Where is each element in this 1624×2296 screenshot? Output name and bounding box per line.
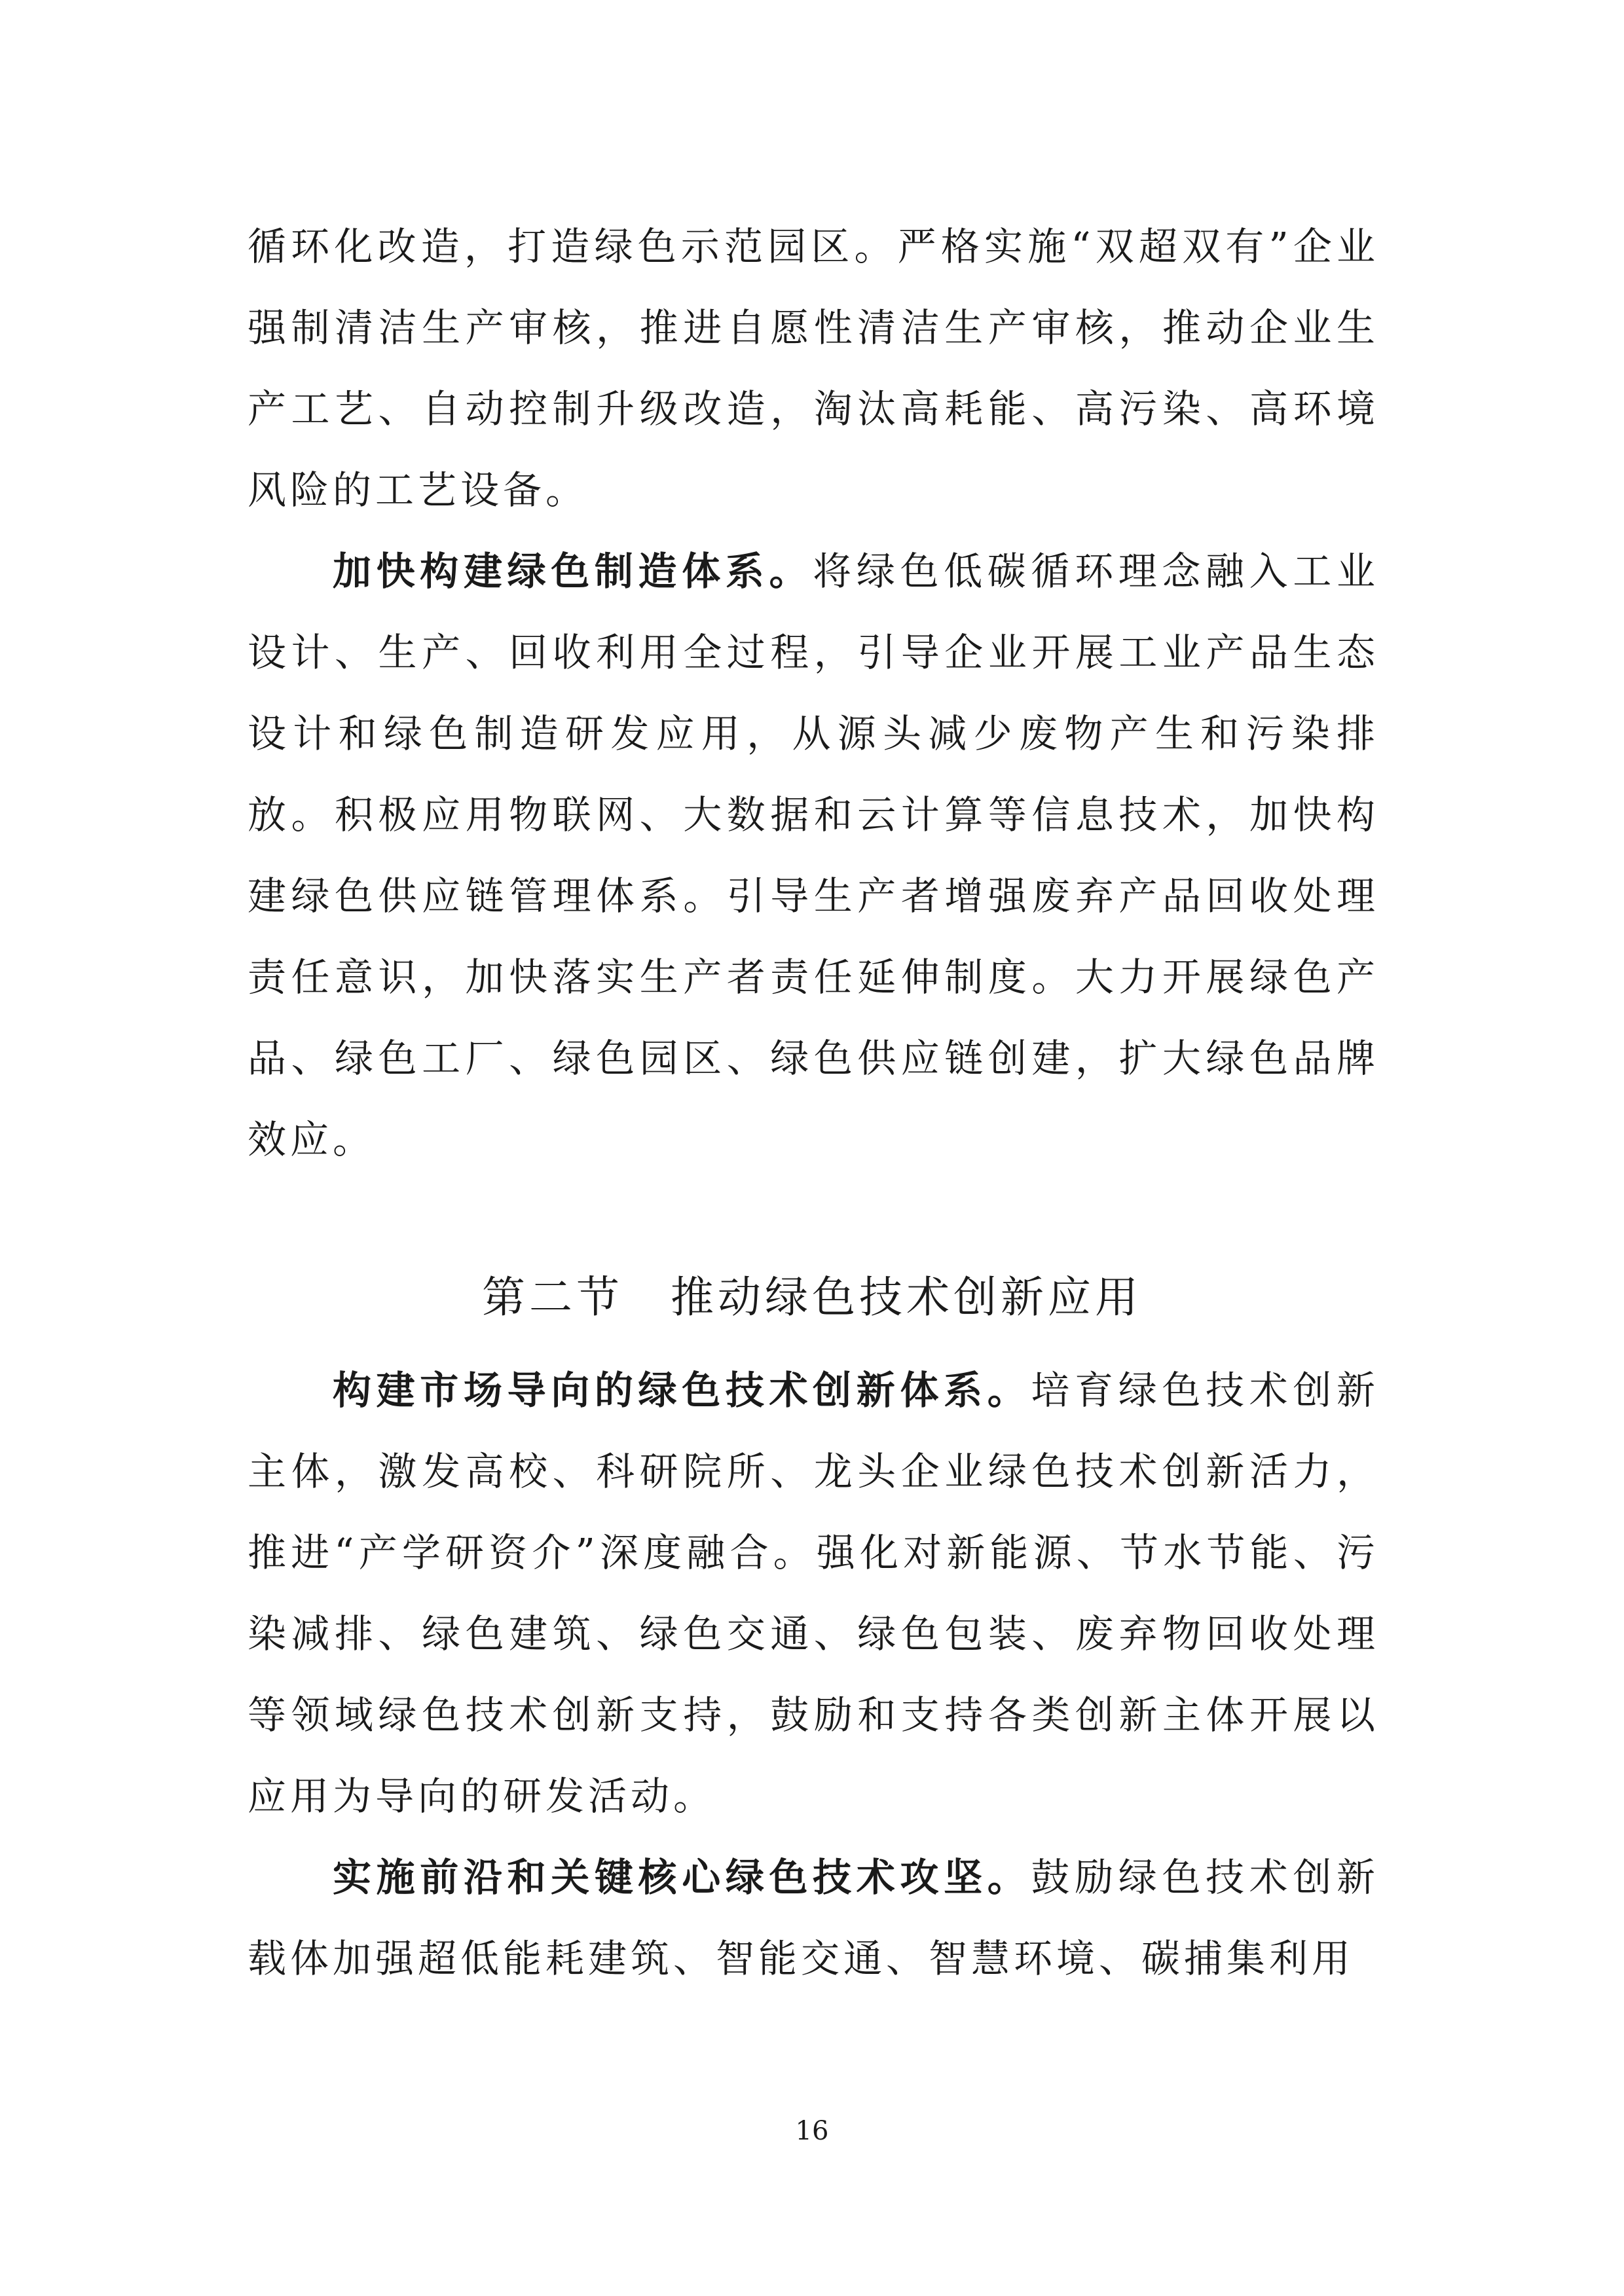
paragraph-4-lead: 实施前沿和关键核心绿色技术攻坚。 [333,1855,1031,1900]
paragraph-4-text: 鼓励绿色技术创新载体加强超低能耗建筑、智能交通、智慧环境、碳捕集利用 [248,1855,1379,1981]
page-number: 16 [795,2116,829,2146]
paragraph-2-text: 将绿色低碳循环理念融入工业设计、生产、回收利用全过程，引导企业开展工业产品生态设计和绿色制造研发应用，从源头减少废物产生和污染排放。积极应用物联网、大数据和云计算等信息技术，加快构建绿色供应链管理体系。引导生产者增强废弃产品回收处理责任意识，加快落实生产者责任延伸制度。大力开展绿色产品、绿色工厂、绿色园区、绿色供应链创建，扩大绿色品牌效应。 [248,549,1379,1162]
paragraph-2-lead: 加快构建绿色制造体系。 [333,549,813,594]
section-number: 第二节 [482,1272,623,1322]
paragraph-3-text: 培育绿色技术创新主体，激发高校、科研院所、龙头企业绿色技术创新活力，推进“产学研资介”深度融合。强化对新能源、节水节能、污染减排、绿色建筑、绿色交通、绿色包装、废弃物回收处理等领域绿色技术创新支持，鼓励和支持各类创新主体开展以应用为导向的研发活动。 [248,1368,1379,1819]
paragraph-1 [248,206,1379,531]
paragraph-3 [248,1350,1379,1837]
paragraph-1-text: 循环化改造，打造绿色示范园区。严格实施“双超双有”企业强制清洁生产审核，推进自愿性清洁生产审核，推动企业生产工艺、自动控制升级改造，淘汰高耗能、高污染、高环境风险的工艺设备。 [248,224,1379,513]
paragraph-3-lead: 构建市场导向的绿色技术创新体系。 [333,1368,1031,1413]
section-heading [0,1265,1624,1330]
paragraph-4 [248,1837,1379,1999]
paragraph-2 [248,531,1379,1180]
section-title: 推动绿色技术创新应用 [671,1272,1142,1322]
